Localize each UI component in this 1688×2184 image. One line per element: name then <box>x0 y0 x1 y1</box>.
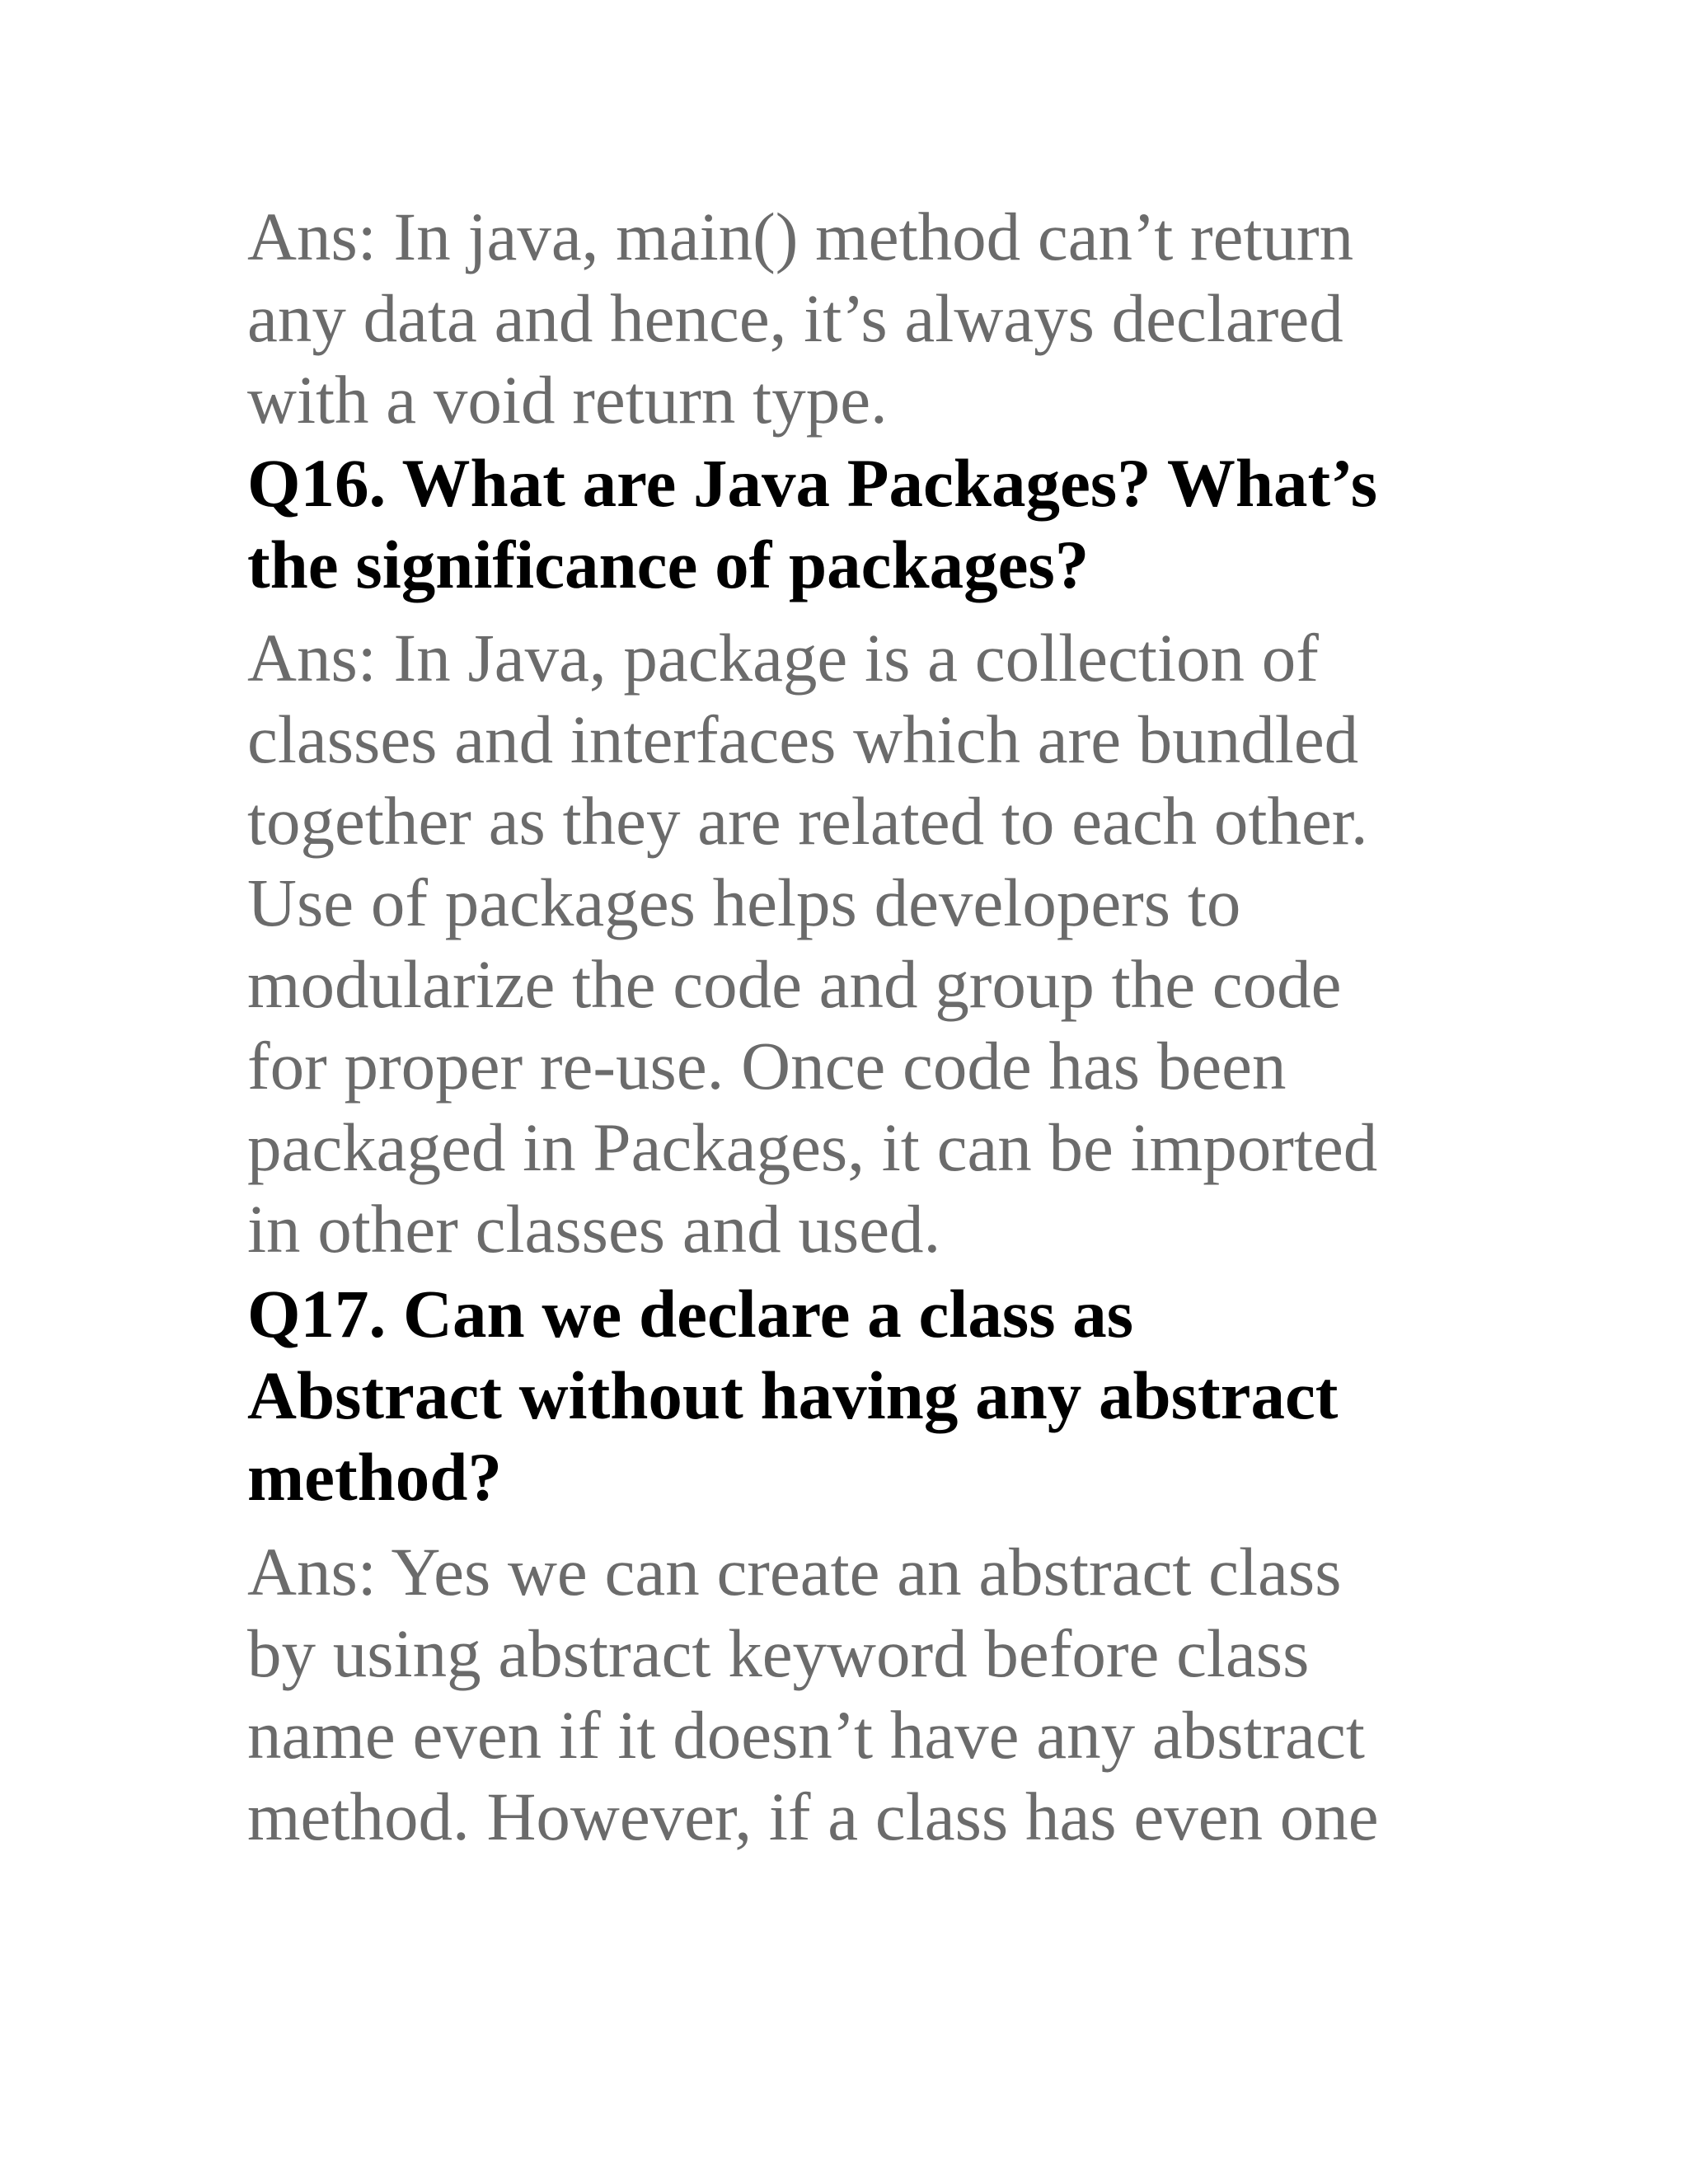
answer-line: any data and hence, it’s always declared <box>247 280 1343 356</box>
answer-line: classes and interfaces which are bundled <box>247 701 1359 777</box>
answer-line: in other classes and used. <box>247 1191 941 1267</box>
answer-line: with a void return type. <box>247 362 888 438</box>
document-page <box>247 196 1467 1858</box>
answer-line: by using abstract keyword before class <box>247 1615 1310 1691</box>
answer-q15 <box>247 196 1467 441</box>
answer-line: modularize the code and group the code <box>247 946 1342 1022</box>
answer-line: Use of packages helps developers to <box>247 865 1241 940</box>
question-line: method? <box>247 1439 502 1515</box>
question-line: Q16. What are Java Packages? What’s <box>247 445 1378 521</box>
answer-line: Ans: Yes we can create an abstract class <box>247 1534 1342 1610</box>
answer-line: method. However, if a class has even one <box>247 1779 1379 1854</box>
answer-line: Ans: In java, main() method can’t return <box>247 199 1354 274</box>
answer-q17 <box>247 1531 1467 1858</box>
answer-line: for proper re-use. Once code has been <box>247 1028 1287 1104</box>
answer-line: packaged in Packages, it can be imported <box>247 1109 1378 1185</box>
answer-line: name even if it doesn’t have any abstract <box>247 1697 1365 1773</box>
question-line: the significance of packages? <box>247 527 1090 602</box>
answer-q16 <box>247 617 1467 1270</box>
question-line: Abstract without having any abstract <box>247 1357 1339 1433</box>
question-line: Q17. Can we declare a class as <box>247 1276 1134 1352</box>
answer-line: Ans: In Java, package is a collection of <box>247 620 1319 696</box>
question-q17 <box>247 1273 1467 1518</box>
answer-line: together as they are related to each other. <box>247 783 1368 859</box>
question-q16 <box>247 443 1467 606</box>
